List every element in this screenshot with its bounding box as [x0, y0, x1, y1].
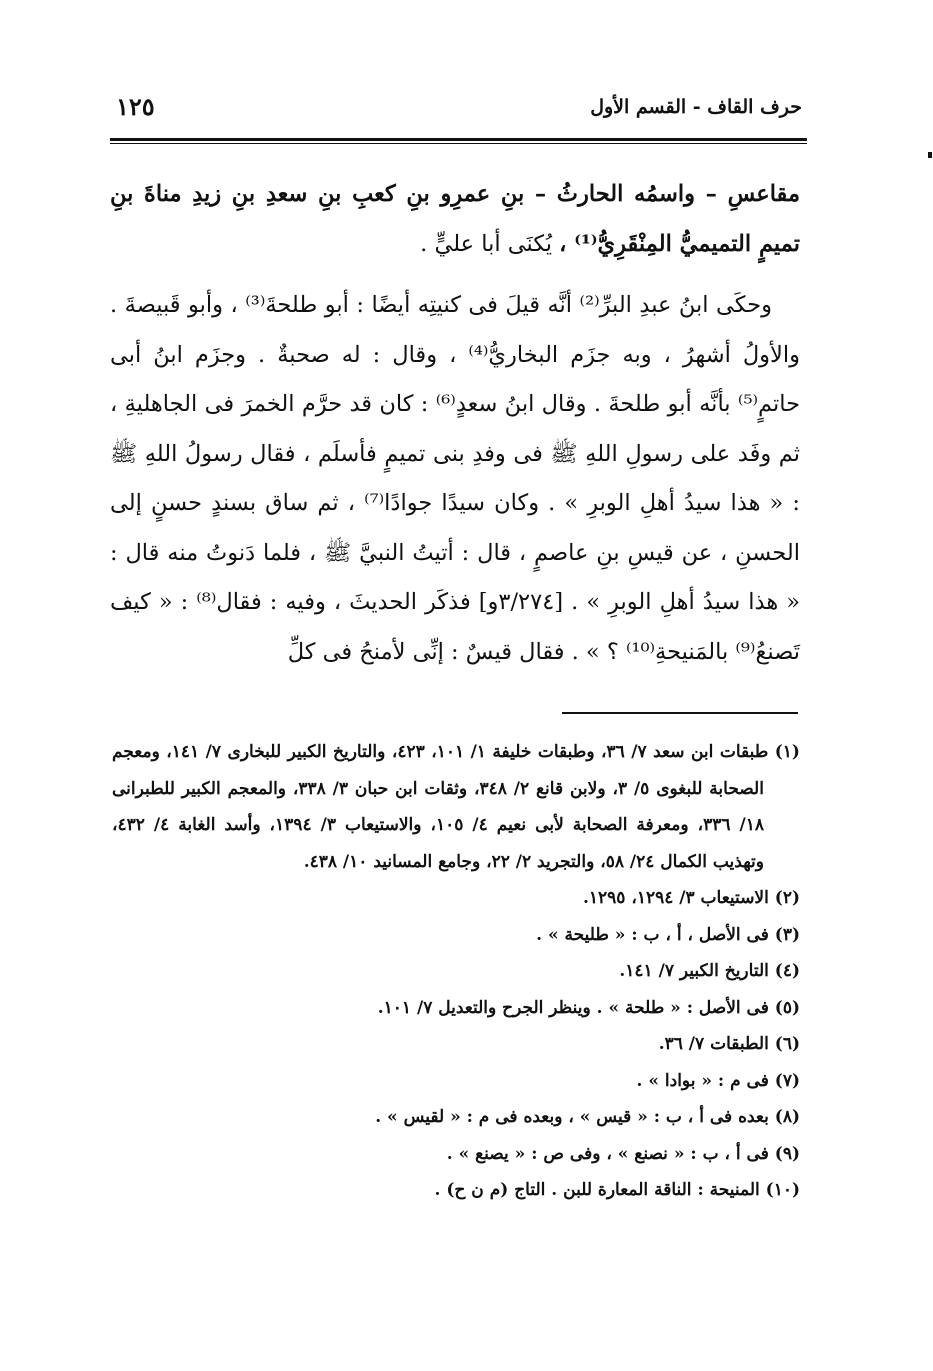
footnote: (٦) الطبقات ٧/ ٣٦.: [658, 1034, 800, 1054]
footnote-rule: [562, 712, 798, 714]
footnote: (٧) فى م : « بوادا » .: [636, 1070, 800, 1091]
footnote: (١) طبقات ابن سعد ٧/ ٣٦، وطبقات خليفة ١/ ١٠١، ٤٢٣، والتاريخ الكبير للبخارى ٧/ ١٤١، ومعجم الصحابة للبغوى ٥/ ٣، ولابن قانع ٢/ ٣٤٨، وثقات ابن حبان ٣/ ٣٣٨، والمعجم الكبير للطبرانى ١٨/ ٣٣٦، ومعرفة الصحابة لأبى نعيم ٤/ ١٠٥، والاستيعاب ٣/ ١٣٩٤، وأسد الغابة ٤/ ٤٣٢، وتهذيب الكمال ٢٤/ ٥٨، والتجريد ٢/ ٢٢، وجامع المسانيد ١٠/ ٤٣٨.: [112, 742, 800, 872]
footnotes: [112, 734, 800, 1209]
footnote: (٤) التاريخ الكبير ٧/ ١٤١.: [619, 961, 800, 981]
page-number: ١٢٥: [116, 92, 155, 121]
footnote: (٣) فى الأصل ، أ ، ب : « طليحة » .: [536, 924, 800, 945]
footnote: (٢) الاستيعاب ٣/ ١٢٩٤، ١٢٩٥.: [582, 888, 800, 908]
paragraph-1: [110, 170, 800, 269]
page-header: [112, 92, 802, 126]
footnote: (٩) فى أ ، ب : « نصنع » ، وفى ص : « يصنع » .: [446, 1143, 800, 1164]
paragraph-1-rest: يُكنَى أبا عليٍّ .: [420, 230, 560, 257]
main-text: [110, 170, 800, 677]
footnote: (٥) فى الأصل : « طلحة » . وينظر الجرح والتعديل ٧/ ١٠١.: [377, 997, 800, 1018]
header-rule: [110, 138, 807, 144]
footnote: (٨) بعده فى أ ، ب : « قيس » ، وبعده فى م : « لقيس » .: [375, 1107, 800, 1127]
footnote: (١٠) المنيحة : الناقة المعارة للبن . التاج (م ن ح) .: [434, 1180, 800, 1200]
paragraph-1-bold: مقاعسِ – واسمُه الحارثُ – بنِ عمرِو بنِ كعبِ بنِ سعدِ بنِ زيدِ مناةَ بنِ تميمٍ التميميُّ المِنْقَرِيُّ⁽¹⁾ ،: [110, 181, 800, 257]
running-head: حرف القاف - القسم الأول: [590, 96, 802, 118]
margin-mark: [928, 152, 932, 158]
paragraph-2: وحكَى ابنُ عبدِ البرِّ⁽²⁾ أنَّه قيلَ فى كنيتِه أيضًا : أبو طلحةَ⁽³⁾ ، وأبو قَبيصةَ . والأولُ أشهرُ ، وبه جزَم البخاريُّ⁽⁴⁾ ، وقال : له صحبةٌ . وجزَم ابنُ أبى حاتمٍ⁽⁵⁾ بأنَّه أبو طلحةَ . وقال ابنُ سعدٍ⁽⁶⁾ : كان قد حرَّم الخمرَ فى الجاهليةِ ، ثم وفَد على رسولِ اللهِ ﷺ فى وفدِ بنى تميمٍ فأسلَم ، فقال رسولُ اللهِ ﷺ : « هذا سيدُ أهلِ الوبرِ » . وكان سيدًا جوادًا⁽⁷⁾ ، ثم ساق بسندٍ حسنٍ إلى الحسنِ ، عن قيسِ بنِ عاصمٍ ، قال : أتيتُ النبيَّ ﷺ ، فلما دَنوتُ منه قال : « هذا سيدُ أهلِ الوبرِ » . [٣/٢٧٤و] فذكَر الحديثَ ، وفيه : فقال⁽⁸⁾ : « كيف تَصنعُ⁽⁹⁾ بالمَنيحةِ⁽¹⁰⁾ ؟ » . فقال قيسٌ : إنِّى لأمنحُ فى كلِّ: [110, 292, 800, 665]
